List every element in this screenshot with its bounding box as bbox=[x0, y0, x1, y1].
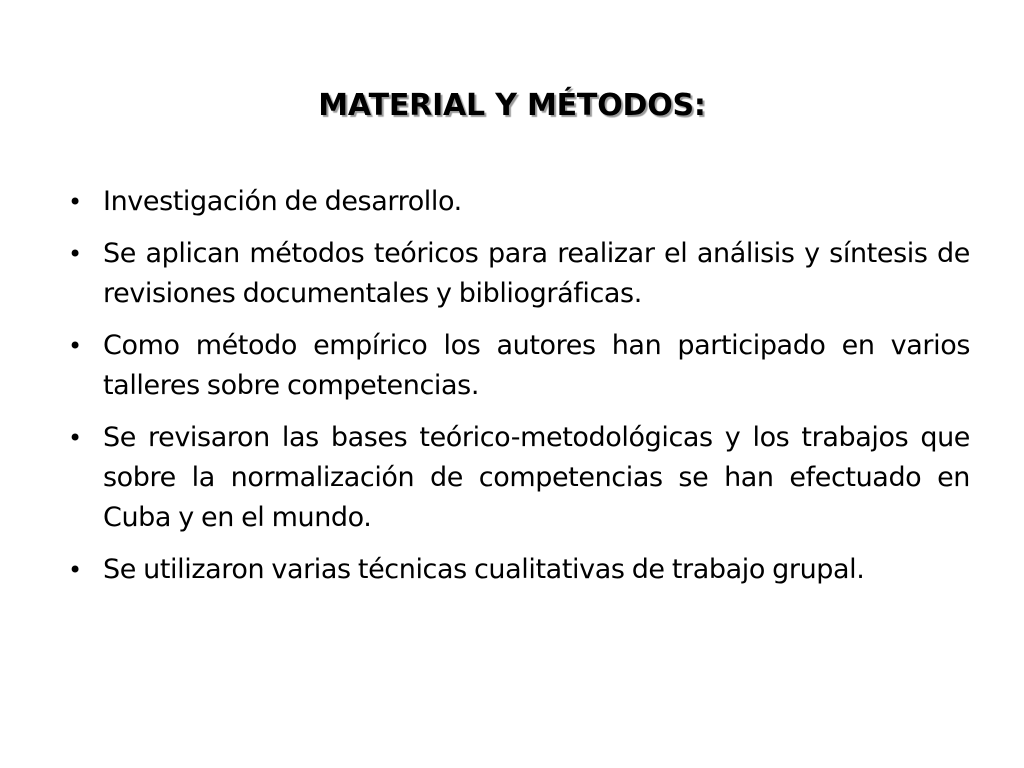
bullet-item-1 bbox=[68, 182, 970, 222]
bullet-text-2: Se aplican métodos teóricos para realizar el análisis y síntesis de revisiones documentales y bibliográficas. bbox=[103, 238, 970, 309]
bullet-text-3: Como método empírico los autores han participado en varios talleres sobre competencias. bbox=[103, 330, 970, 401]
bullet-item-3 bbox=[68, 326, 970, 406]
bullet-item-5 bbox=[68, 550, 970, 590]
bullet-icon: • bbox=[68, 240, 82, 268]
bullet-list bbox=[68, 182, 970, 602]
slide-title: MATERIAL Y MÉTODOS: bbox=[318, 88, 706, 123]
bullet-icon: • bbox=[68, 424, 82, 452]
bullet-item-4 bbox=[68, 418, 970, 538]
bullet-text-1: Investigación de desarrollo. bbox=[103, 186, 462, 217]
bullet-text-5: Se utilizaron varias técnicas cualitativas de trabajo grupal. bbox=[103, 554, 865, 585]
bullet-item-2 bbox=[68, 234, 970, 314]
bullet-icon: • bbox=[68, 332, 82, 360]
bullet-icon: • bbox=[68, 188, 82, 216]
bullet-text-4: Se revisaron las bases teórico-metodológicas y los trabajos que sobre la normalización de competencias se han efectuado en Cuba y en el mundo. bbox=[103, 422, 970, 533]
bullet-icon: • bbox=[68, 556, 82, 584]
